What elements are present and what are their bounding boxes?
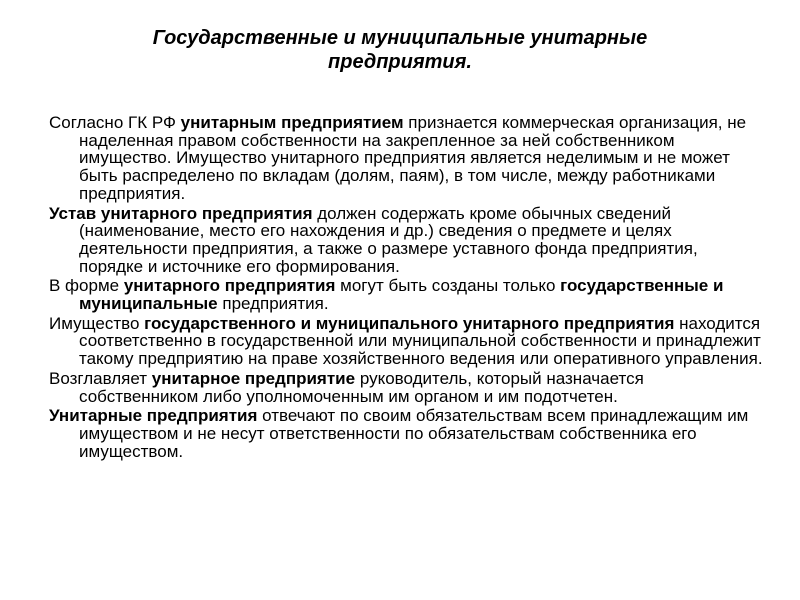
paragraph-3-text-3: предприятия. [217,294,329,314]
paragraph-1 [49,114,764,203]
paragraph-3-bold-2: государственные и муниципальные [79,276,724,314]
paragraph-3-bold-1: унитарного предприятия [123,276,336,296]
paragraph-2-text-1: должен содержать кроме обычных сведений (наименование, место его нахождения и др.) сведения о предмете и целях деятельности предприятия, а также о размере уставного фонда предприятия, порядке и источнике его формирования. [79,203,698,276]
slide-title-line-2: предприятия. [328,51,472,73]
paragraph-3-text-1: В форме [49,276,124,296]
paragraph-3-text-2: могут быть созданы только [335,276,561,296]
paragraph-1-bold-1: унитарным предприятием [180,113,404,132]
paragraph-1-text-1: Согласно ГК РФ [49,113,181,132]
slide-body [49,114,764,462]
paragraph-2 [49,205,764,276]
slide-title [100,26,700,74]
paragraph-1-text-2: признается коммерческая организация, не наделенная правом собственности на закрепленное за ней собственником имущество. Имущество унитарного предприятия является неделимым и не может быть распределено по вкладам (долям, паям), в том числе, между работниками предприятия. [79,113,747,203]
slide-title-line-1: Государственные и муниципальные унитарные [152,27,648,49]
paragraph-4-text-2: находится соответственно в государственной или муниципальной собственности и принадлежит такому предприятию на праве хозяйственного ведения или оперативного управления. [79,313,763,369]
paragraph-4-bold-1: государственного и муниципального унитарного предприятия [144,313,675,333]
paragraph-5 [49,370,764,405]
paragraph-4 [49,315,764,368]
paragraph-2-bold-1: Устав унитарного предприятия [49,203,313,223]
paragraph-6-text-1: отвечают по своим обязательствам всем принадлежащим им имуществом и не несут ответственности по обязательствам собственника его имуществом. [79,406,749,461]
paragraph-5-text-2: руководитель, который назначается собственником либо уполномоченным им органом и им подотчетен. [79,368,644,406]
paragraph-6-bold-1: Унитарные предприятия [49,406,258,426]
paragraph-6 [49,407,764,460]
paragraph-5-text-1: Возглавляет [49,368,152,388]
paragraph-5-bold-1: унитарное предприятие [151,368,356,388]
paragraph-4-text-1: Имущество [49,313,145,333]
paragraph-3 [49,277,764,312]
